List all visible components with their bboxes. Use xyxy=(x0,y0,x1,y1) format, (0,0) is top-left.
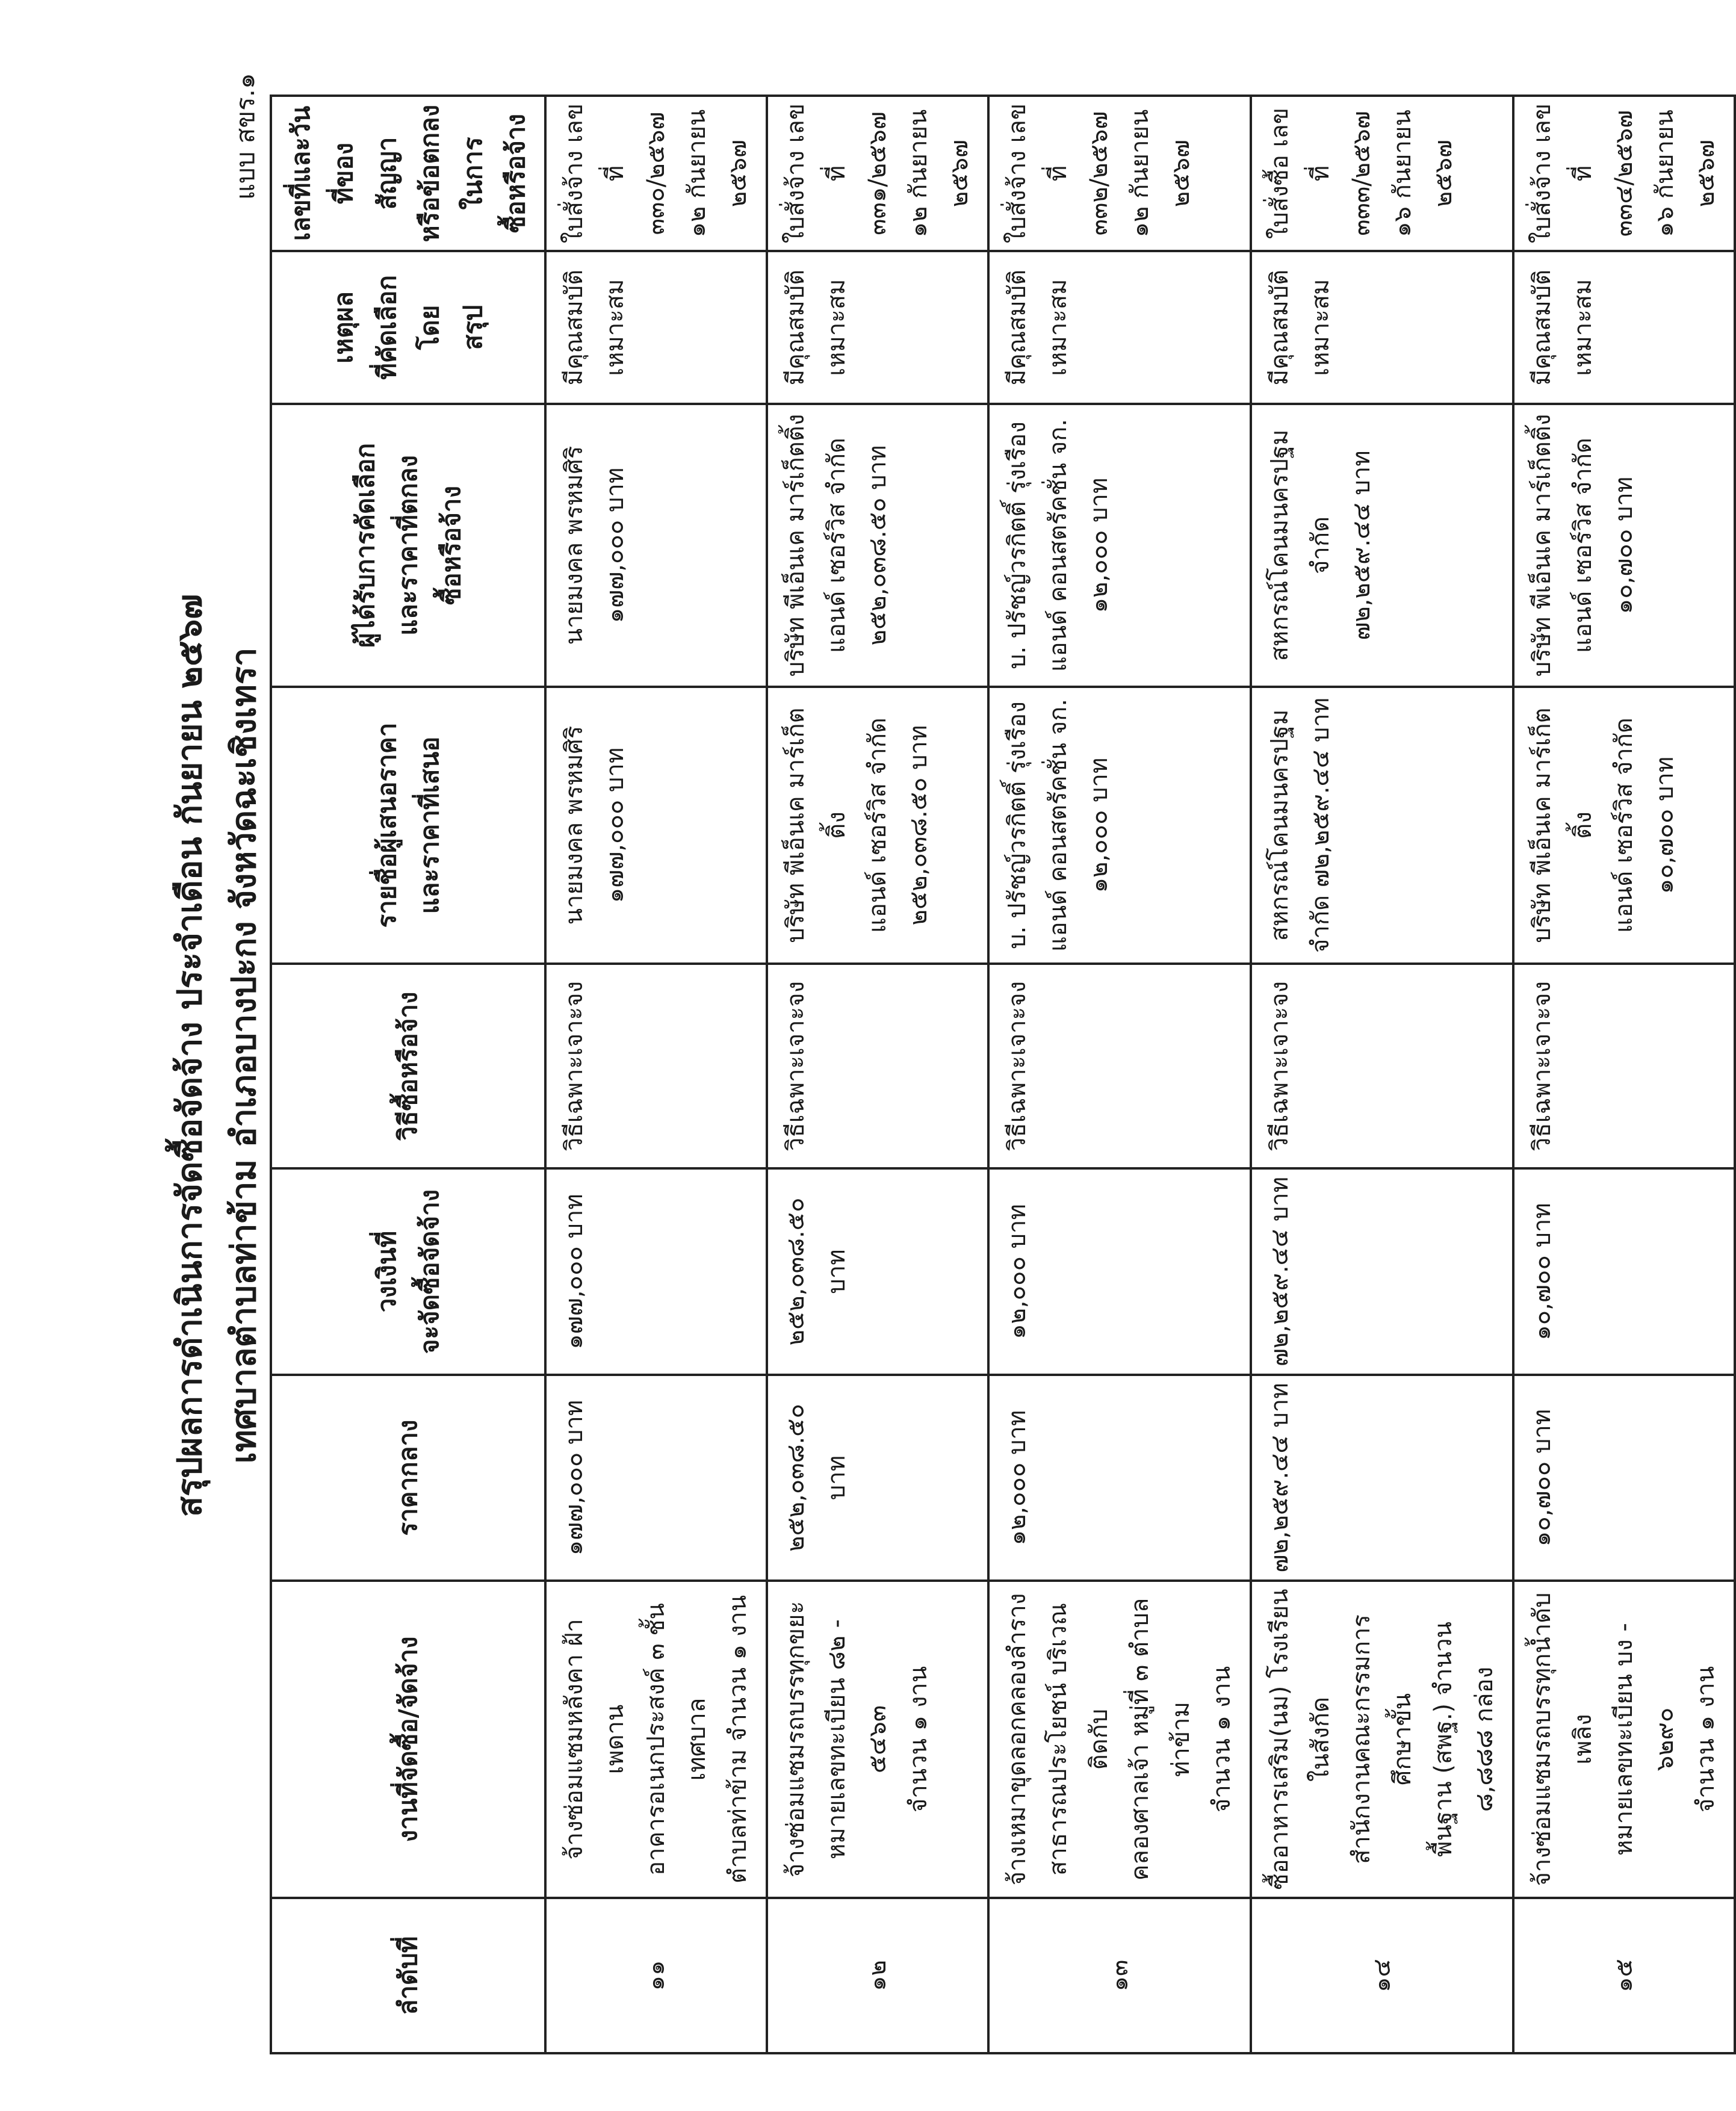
table-header-row xyxy=(271,96,545,2053)
row-winner: นายมงคล พรหมศิริ ๑๗๗,๐๐๐ บาท xyxy=(545,404,767,687)
row-method: วิธีเฉพาะเจาะจง xyxy=(1513,964,1735,1168)
table-row xyxy=(545,96,767,2053)
row-contract: ใบสั่งจ้าง เลขที่ ๓๓๑/๒๕๖๗ ๑๒ กันยายน ๒๕๖๗ xyxy=(767,96,988,251)
row-seq: ๑๓ xyxy=(988,1898,1251,2053)
header-work: งานที่จัดซื้อ/จัดจ้าง xyxy=(271,1581,545,1898)
row-bidders: บ. ปรัชญ์วรกิตติ์ รุ่งเรือง แอนด์ คอนสตรัคชั่น จก. ๑๒,๐๐๐ บาท xyxy=(988,687,1251,964)
row-median-price: ๒๕๒,๐๓๘.๕๐ บาท xyxy=(767,1375,988,1581)
row-work: ซื้ออาหารเสริม(นม) โรงเรียน ในสังกัด สำนักงานคณะกรรมการศึกษาขั้น พื้นฐาน (สพฐ.) จำนวน ๘,๘๘๘ กล่อง xyxy=(1251,1581,1513,1898)
row-median-price: ๑๗๗,๐๐๐ บาท xyxy=(545,1375,767,1581)
row-winner: บริษัท พีเอ็นเค มาร์เก็ตติ้ง แอนด์ เซอร์วิส จำกัด ๑๐,๗๐๐ บาท xyxy=(1513,404,1735,687)
row-contract: ใบสั่งซื้อ เลขที่ ๓๓๓/๒๕๖๗ ๑๖ กันยายน ๒๕๖๗ xyxy=(1251,96,1513,251)
table-row xyxy=(1513,96,1735,2053)
document-title: สรุปผลการดำเนินการจัดซื้อจัดจ้าง ประจำเดือน กันยายน ๒๕๖๗ xyxy=(170,594,209,1517)
header-method: วิธีซื้อหรือจ้าง xyxy=(271,964,545,1168)
row-bidders: สหกรณ์โคนมนครปฐม จำกัด ๗๒,๒๕๙.๔๔ บาท xyxy=(1251,687,1513,964)
row-bidders: นายมงคล พรหมศิริ ๑๗๗,๐๐๐ บาท xyxy=(545,687,767,964)
header-median-price: ราคากลาง xyxy=(271,1375,545,1581)
row-method: วิธีเฉพาะเจาะจง xyxy=(988,964,1251,1168)
row-method: วิธีเฉพาะเจาะจง xyxy=(767,964,988,1168)
row-seq: ๑๒ xyxy=(767,1898,988,2053)
row-work: จ้างซ่อมแซมหลังคา ฝ้า เพดาน อาคารอเนกประสงค์ ๓ ชั้น เทศบาล ตำบลท่าข้าม จำนวน ๑ งาน xyxy=(545,1581,767,1898)
row-method: วิธีเฉพาะเจาะจง xyxy=(545,964,767,1168)
procurement-table xyxy=(270,95,1736,2054)
row-reason: มีคุณสมบัติ เหมาะสม xyxy=(1513,251,1735,404)
row-budget: ๑๐,๗๐๐ บาท xyxy=(1513,1168,1735,1375)
row-budget: ๒๕๒,๐๓๘.๕๐ บาท xyxy=(767,1168,988,1375)
row-work: จ้างซ่อมแซมรถบรรทุกขยะ หมายเลขทะเบียน ๘๒ - ๕๔๖๓ จำนวน ๑ งาน xyxy=(767,1581,988,1898)
row-reason: มีคุณสมบัติ เหมาะสม xyxy=(545,251,767,404)
row-method: วิธีเฉพาะเจาะจง xyxy=(1251,964,1513,1168)
header-winner: ผู้ได้รับการคัดเลือก และราคาที่ตกลง ซื้อหรือจ้าง xyxy=(271,404,545,687)
table-row xyxy=(767,96,988,2053)
table-row xyxy=(988,96,1251,2053)
document-subtitle: เทศบาลตำบลท่าข้าม อำเภอบางปะกง จังหวัดฉะเชิงเทรา xyxy=(225,647,264,1464)
row-bidders: บริษัท พีเอ็นเค มาร์เก็ตติ้ง แอนด์ เซอร์วิส จำกัด ๒๕๒,๐๓๘.๕๐ บาท xyxy=(767,687,988,964)
header-budget: วงเงินที่ จะจัดซื้อจัดจ้าง xyxy=(271,1168,545,1375)
row-contract: ใบสั่งจ้าง เลขที่ ๓๓๔/๒๕๖๗ ๑๖ กันยายน ๒๕๖๗ xyxy=(1513,96,1735,251)
header-contract: เลขที่และวันที่ของ สัญญา หรือข้อตกลงในการ ซื้อหรือจ้าง xyxy=(271,96,545,251)
row-winner: บริษัท พีเอ็นเค มาร์เก็ตติ้ง แอนด์ เซอร์วิส จำกัด ๒๕๒,๐๓๘.๕๐ บาท xyxy=(767,404,988,687)
row-budget: ๑๗๗,๐๐๐ บาท xyxy=(545,1168,767,1375)
row-reason: มีคุณสมบัติ เหมาะสม xyxy=(1251,251,1513,404)
row-median-price: ๑๒,๐๐๐ บาท xyxy=(988,1375,1251,1581)
row-bidders: บริษัท พีเอ็นเค มาร์เก็ตติ้ง แอนด์ เซอร์วิส จำกัด ๑๐,๗๐๐ บาท xyxy=(1513,687,1735,964)
table-row xyxy=(1251,96,1513,2053)
row-budget: ๗๒,๒๕๙.๔๔ บาท xyxy=(1251,1168,1513,1375)
row-contract: ใบสั่งจ้าง เลขที่ ๓๓๒/๒๕๖๗ ๑๒ กันยายน ๒๕๖๗ xyxy=(988,96,1251,251)
header-reason: เหตุผล ที่คัดเลือกโดย สรุป xyxy=(271,251,545,404)
row-contract: ใบสั่งจ้าง เลขที่ ๓๓๐/๒๕๖๗ ๑๒ กันยายน ๒๕๖๗ xyxy=(545,96,767,251)
row-seq: ๑๔ xyxy=(1251,1898,1513,2053)
row-reason: มีคุณสมบัติ เหมาะสม xyxy=(767,251,988,404)
row-median-price: ๑๐,๗๐๐ บาท xyxy=(1513,1375,1735,1581)
row-median-price: ๗๒,๒๕๙.๔๔ บาท xyxy=(1251,1375,1513,1581)
row-seq: ๑๕ xyxy=(1513,1898,1735,2053)
row-work: จ้างซ่อมแซมรถบรรทุกน้ำดับเพลิง หมายเลขทะเบียน บง - ๖๒๙๐ จำนวน ๑ งาน xyxy=(1513,1581,1735,1898)
row-work: จ้างเหมาขุดลอกคลองลำราง สาธารณประโยชน์ บริเวณติดกับ คลองศาลเจ้า หมู่ที่ ๓ ตำบลท่าข้าม จำนวน ๑ งาน xyxy=(988,1581,1251,1898)
row-seq: ๑๑ xyxy=(545,1898,767,2053)
header-bidders: รายชื่อผู้เสนอราคา และราคาที่เสนอ xyxy=(271,687,545,964)
row-budget: ๑๒,๐๐๐ บาท xyxy=(988,1168,1251,1375)
row-reason: มีคุณสมบัติ เหมาะสม xyxy=(988,251,1251,404)
row-winner: บ. ปรัชญ์วรกิตติ์ รุ่งเรือง แอนด์ คอนสตรัคชั่น จก. ๑๒,๐๐๐ บาท xyxy=(988,404,1251,687)
header-seq: ลำดับที่ xyxy=(271,1898,545,2053)
row-winner: สหกรณ์โคนมนครปฐม จำกัด ๗๒,๒๕๙.๔๔ บาท xyxy=(1251,404,1513,687)
form-code: แบบ สขร.๑ xyxy=(231,73,260,200)
